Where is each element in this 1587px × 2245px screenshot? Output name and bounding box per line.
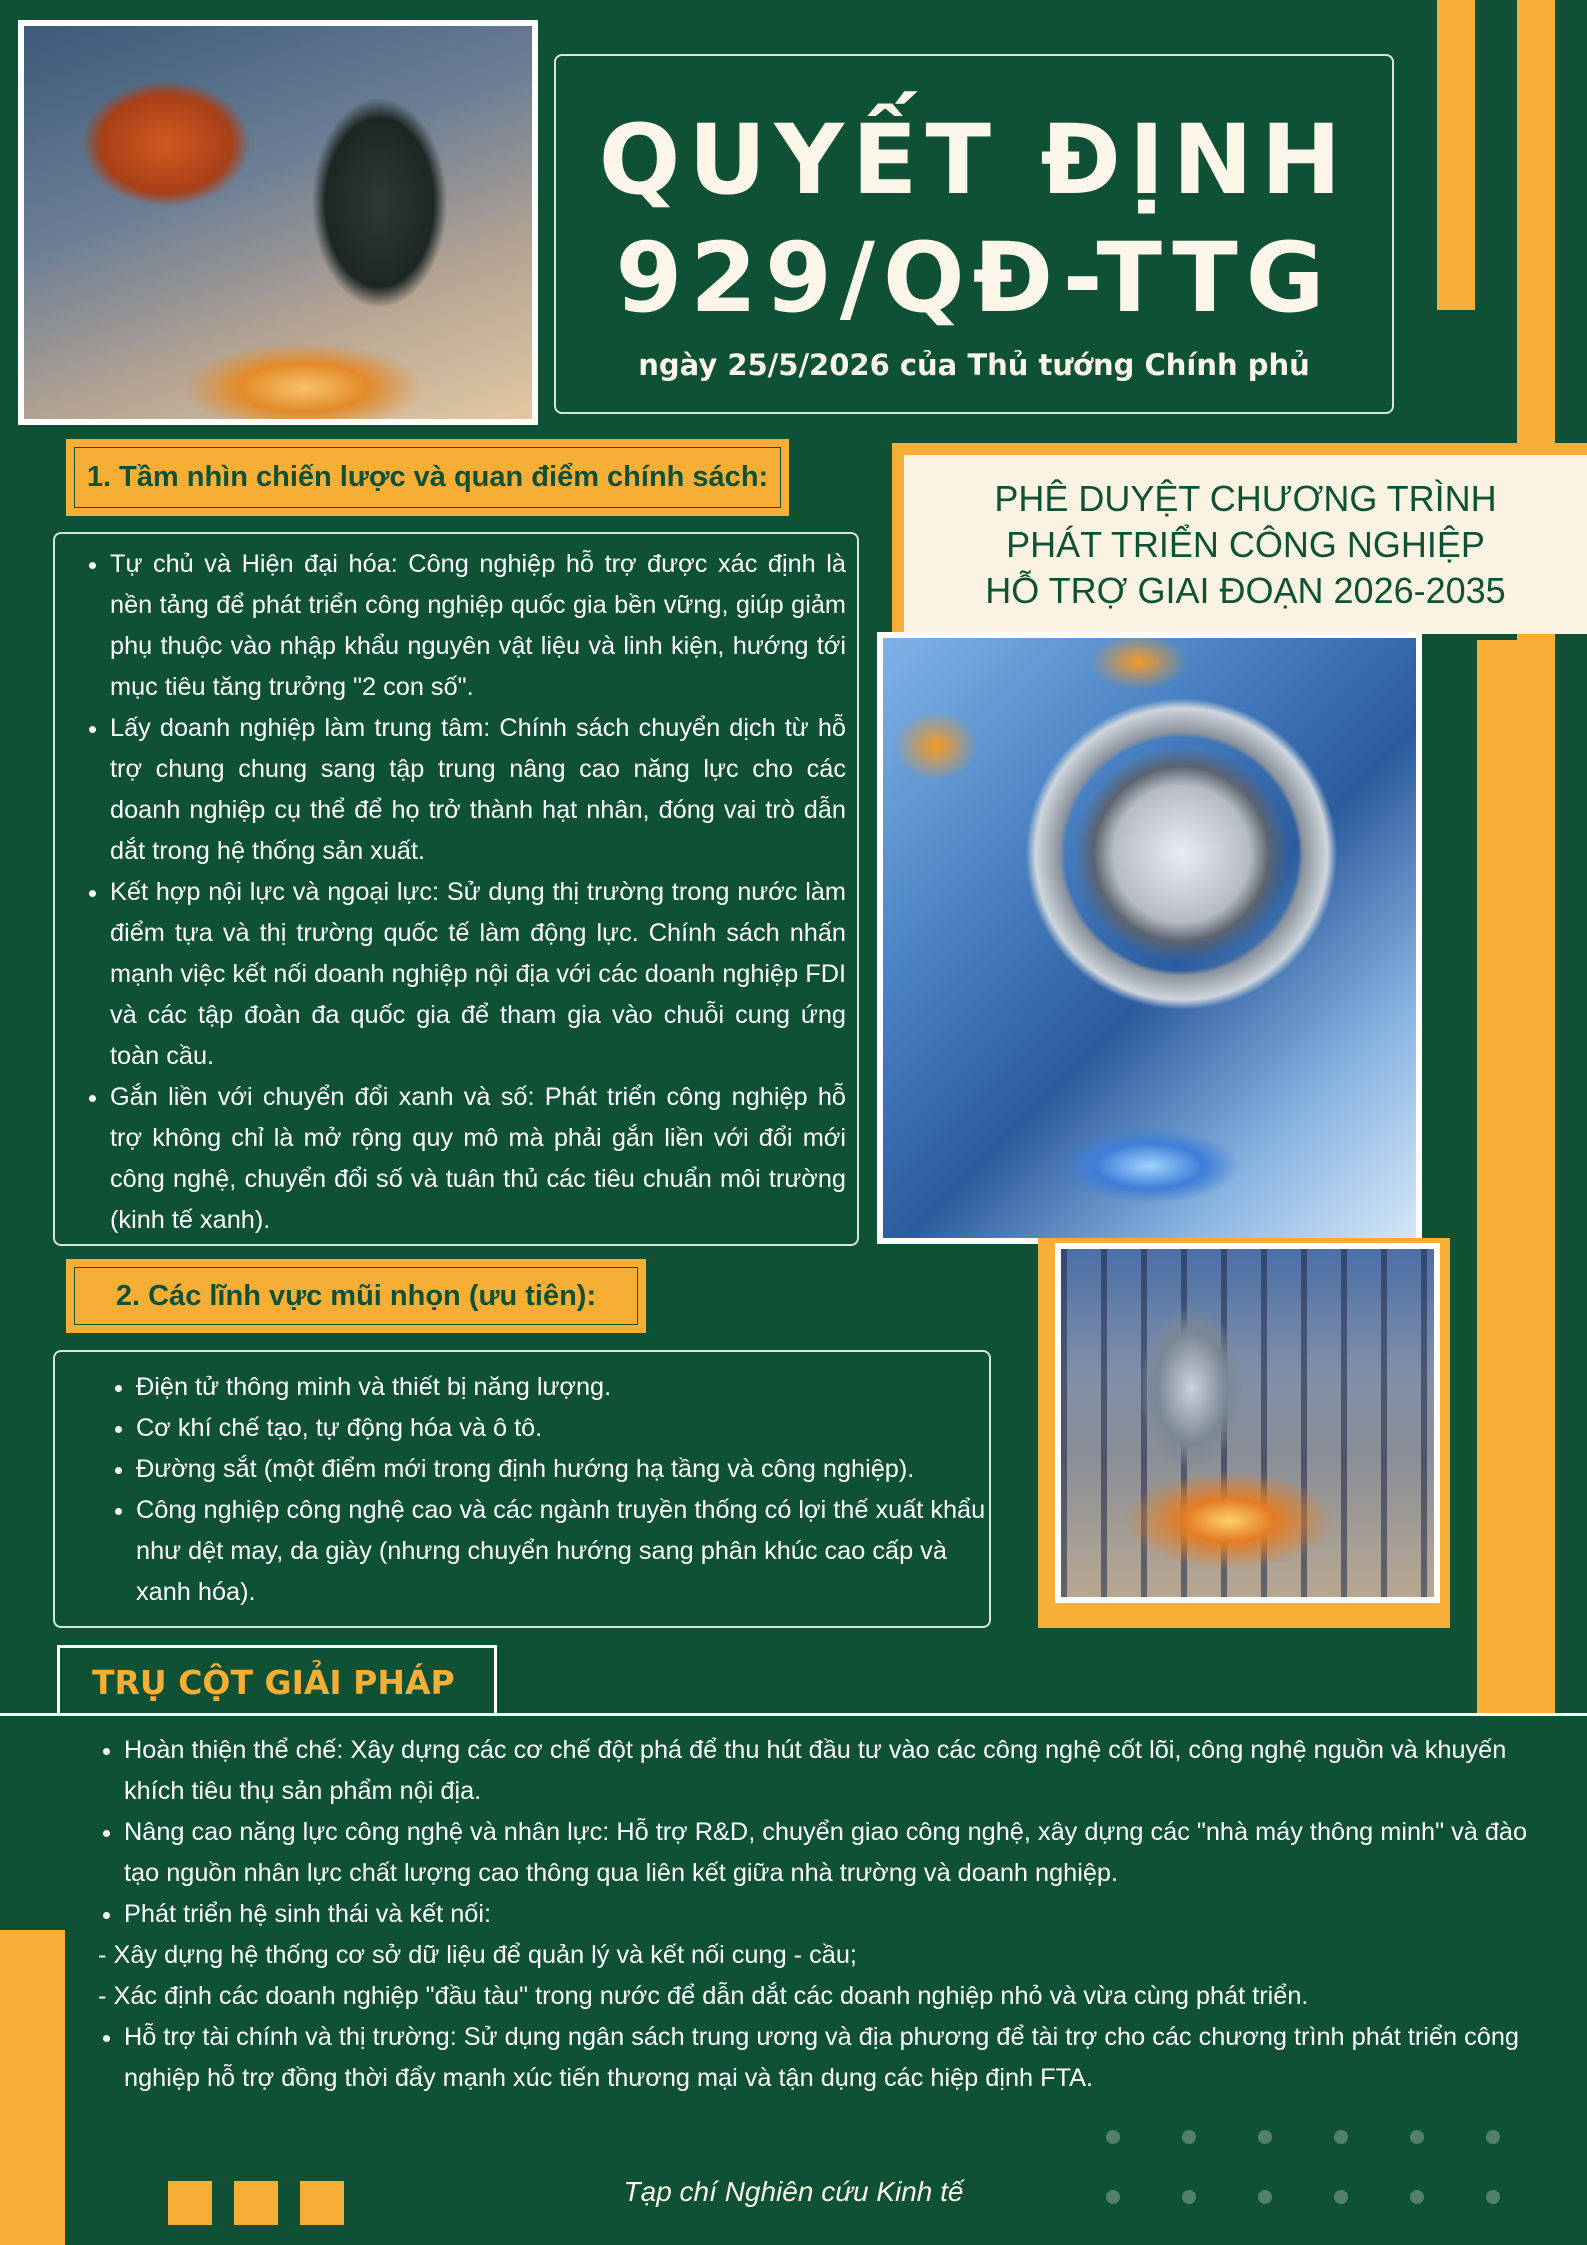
title-subtitle: ngày 25/5/2026 của Thủ tướng Chính phủ [638, 348, 1310, 382]
decor-dot [1182, 2130, 1196, 2144]
title-line-2: 929/QĐ-TTG [615, 222, 1333, 334]
list-item: • Kết hợp nội lực và ngoại lực: Sử dụng thị trường trong nước làm điểm tựa và thị trường quốc tế làm động lực. Chính sách nhấn mạnh việc kết nối doanh nghiệp nội địa với các doanh nghiệp FDI và các tập đoàn đa quốc gia để tham gia vào chuỗi cung ứng toàn cầu. [110, 872, 846, 1077]
list-item: • Tự chủ và Hiện đại hóa: Công nghiệp hỗ trợ được xác định là nền tảng để phát triển công nghiệp quốc gia bền vững, giúp giảm phụ thuộc vào nhập khẩu nguyên vật liệu và linh kiện, hướng tới mục tiêu tăng trưởng "2 con số". [110, 544, 846, 708]
list-item: • Lấy doanh nghiệp làm trung tâm: Chính sách chuyển dịch từ hỗ trợ chung chung sang tập trung nâng cao năng lực cho các doanh nghiệp cụ thể để họ trở thành hạt nhân, đóng vai trò dẫn dắt trong hệ thống sản xuất. [110, 708, 846, 872]
callout-line-3: HỖ TRỢ GIAI ĐOẠN 2026-2035 [985, 569, 1506, 611]
callout-line-1: PHÊ DUYỆT CHƯƠNG TRÌNH [994, 477, 1497, 519]
list-item: • Nâng cao năng lực công nghệ và nhân lực: Hỗ trợ R&D, chuyển giao công nghệ, xây dựng các "nhà máy thông minh" và đào tạo nguồn nhân lực chất lượng cao thông qua liên kết giữa nhà trường và doanh nghiệp. [124, 1812, 1528, 1894]
callout-banner [892, 443, 1587, 634]
callout-text [904, 455, 1587, 634]
section2-heading-tag [66, 1259, 646, 1333]
list-item: • Đường sắt (một điểm mới trong định hướng hạ tầng và công nghiệp). [136, 1449, 986, 1490]
decor-dot [1106, 2130, 1120, 2144]
section1-heading-tag [66, 439, 789, 516]
title-line-1: QUYẾT ĐỊNH [598, 104, 1350, 216]
decor-dot [1410, 2130, 1424, 2144]
list-item: • Điện tử thông minh và thiết bị năng lượng. [136, 1367, 986, 1408]
section1-box [53, 532, 859, 1246]
list-item: • Gắn liền với chuyển đổi xanh và số: Phát triển công nghiệp hỗ trợ không chỉ là mở rộng quy mô mà phải gắn liền với đổi mới công nghệ, chuyển đổi số và tuân thủ các tiêu chuẩn môi trường (kinh tế xanh). [110, 1077, 846, 1241]
list-subitem: - Xây dựng hệ thống cơ sở dữ liệu để quản lý và kết nối cung - cầu; [98, 1941, 857, 1969]
list-item: • Hỗ trợ tài chính và thị trường: Sử dụng ngân sách trung ương và địa phương để tài trợ cho các chương trình phát triển công nghiệp hỗ trợ đồng thời đẩy mạnh xúc tiến thương mại và tận dụng các hiệp định FTA. [124, 2017, 1528, 2099]
list-subitem: - Xác định các doanh nghiệp "đầu tàu" trong nước để dẫn dắt các doanh nghiệp nhỏ và vừa cùng phát triển. [98, 1982, 1309, 2010]
list-item: • Cơ khí chế tạo, tự động hóa và ô tô. [136, 1408, 986, 1449]
section1-list [84, 544, 846, 1241]
pillars-heading: TRỤ CỘT GIẢI PHÁP [57, 1645, 497, 1716]
bearing-robot-photo [877, 632, 1422, 1244]
footer-source: Tạp chí Nghiên cứu Kinh tế [623, 2176, 964, 2207]
robot-arm-photo [18, 20, 538, 425]
list-item: • Hoàn thiện thể chế: Xây dựng các cơ chế đột phá để thu hút đầu tư vào các công nghệ cốt lõi, công nghệ nguồn và khuyến khích tiêu thụ sản phẩm nội địa. [124, 1730, 1528, 1812]
section2-heading: 2. Các lĩnh vực mũi nhọn (ưu tiên): [74, 1267, 638, 1325]
decor-dot [1486, 2130, 1500, 2144]
title-block [554, 54, 1394, 414]
list-item: • Công nghiệp công nghệ cao và các ngành truyền thống có lợi thế xuất khẩu như dệt may, da giày (nhưng chuyển hướng sang phân khúc cao cấp và xanh hóa). [136, 1490, 986, 1613]
page-title [556, 101, 1392, 337]
welding-factory-photo [1055, 1243, 1440, 1603]
accent-bar-right-long [1517, 0, 1555, 1715]
decor-dot [1334, 2130, 1348, 2144]
section2-list [110, 1367, 986, 1613]
section1-heading: 1. Tầm nhìn chiến lược và quan điểm chính sách: [74, 447, 781, 508]
pillars-list [98, 1730, 1528, 2099]
decor-dot [1258, 2130, 1272, 2144]
section2-box [53, 1350, 991, 1628]
list-item: • Phát triển hệ sinh thái và kết nối: [124, 1894, 1528, 1935]
callout-line-2: PHÁT TRIỂN CÔNG NGHIỆP [1006, 523, 1485, 565]
pillars-section [98, 1730, 1528, 2099]
divider [0, 1713, 1587, 1716]
accent-bar-right-top [1437, 0, 1475, 310]
accent-bar-right-mid [1477, 640, 1517, 1715]
